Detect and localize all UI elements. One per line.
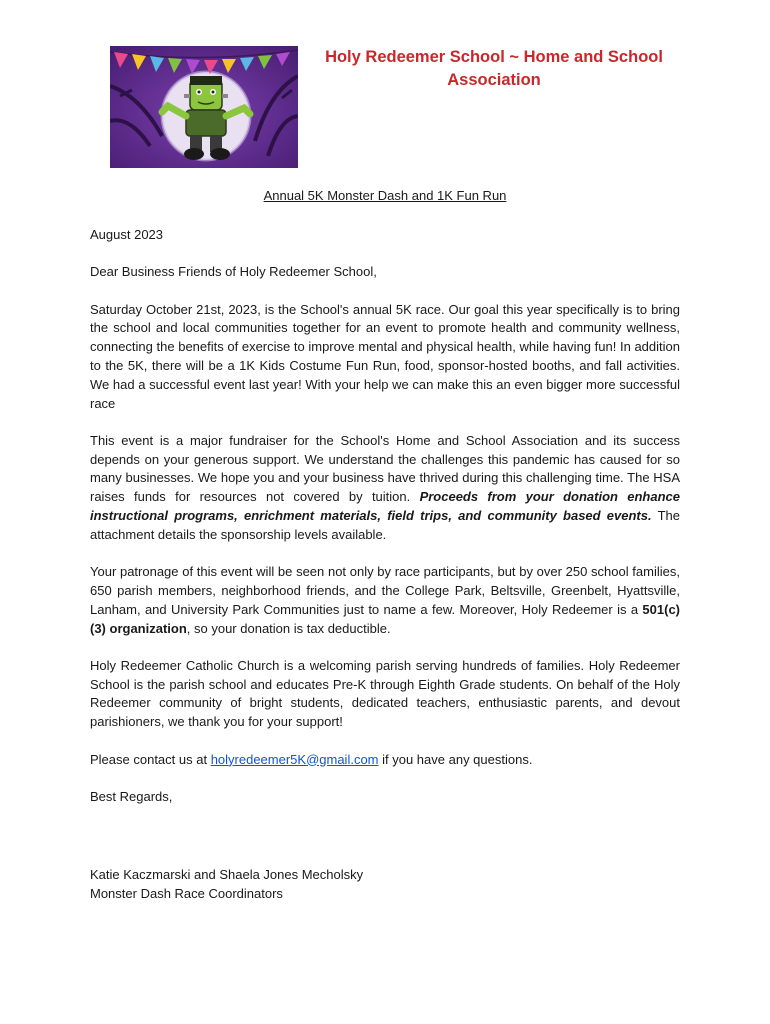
contact-text: Please contact us at — [90, 751, 211, 767]
letter-salutation: Dear Business Friends of Holy Redeemer School, — [90, 264, 377, 280]
paragraph-patronage-end: , so your donation is tax deductible. — [186, 620, 391, 636]
paragraph-patronage-text: Your patronage of this event will be seen not only by race participants, but by over 250 school families, 650 parish members, neighborhood friends, and the College Park, Beltsville, Greenbelt, Hyattsville, Lanham, and University Park Communities just to name a few. Moreover, Holy Redeemer is a — [90, 564, 680, 617]
signature-block — [90, 865, 363, 903]
letter-date: August 2023 — [90, 227, 164, 242]
proceeds-highlight: Proceeds from your donation enhance instructional programs, enrichment materials, field trips, and community based events. — [90, 489, 681, 524]
contact-text-end: if you have any questions. — [378, 751, 533, 767]
paragraph-fundraiser-text: This event is a major fundraiser for the School's Home and School Association and its success depends on your generous support. We understand the challenges this pandemic has caused for so many businesses. We hope you and your business have thrived during this challenging time. The HSA raises funds for resources not covered by tuition. — [90, 432, 680, 505]
signer-title: Monster Dash Race Coordinators — [90, 886, 283, 901]
contact-email-link[interactable]: holyredeemer5K@gmail.com — [210, 751, 379, 767]
letter-body — [90, 226, 680, 825]
nonprofit-status: 501(c)(3) organization — [90, 601, 680, 636]
paragraph-race-overview: Saturday October 21st, 2023, is the School's annual 5K race. Our goal this year specifically is to bring the school and local communities together for an event to promote health and community wellness, connecting the benefits of exercise to improve mental and physical health, while having fun! In addition to the 5K, there will be a 1K Kids Costume Fun Run, food, sponsor-hosted booths, and fall activities. We had a successful event last year! With your help we can make this an even bigger more successful race — [90, 301, 680, 411]
paragraph-contact — [90, 751, 680, 770]
letter-subject: Annual 5K Monster Dash and 1K Fun Run — [263, 188, 507, 203]
letter-closing: Best Regards, — [90, 788, 173, 804]
paragraph-parish: Holy Redeemer Catholic Church is a welcoming parish serving hundreds of families. Holy Redeemer School is the parish school and educates Pre-K through Eighth Grade students. On behalf of the Holy Redeemer community of bright students, dedicated teachers, enthusiastic parents, and devout parishioners, we thank you for your support! — [90, 657, 680, 730]
paragraph-patronage — [90, 563, 680, 638]
paragraph-fundraiser-end: The attachment details the sponsorship levels available. — [90, 508, 680, 542]
signer-names: Katie Kaczmarski and Shaela Jones Mecholsky — [90, 867, 364, 882]
paragraph-fundraiser — [90, 432, 680, 545]
frankenstein-monster-icon — [110, 46, 298, 168]
organization-title: Holy Redeemer School ~ Home and School Association — [325, 48, 663, 89]
